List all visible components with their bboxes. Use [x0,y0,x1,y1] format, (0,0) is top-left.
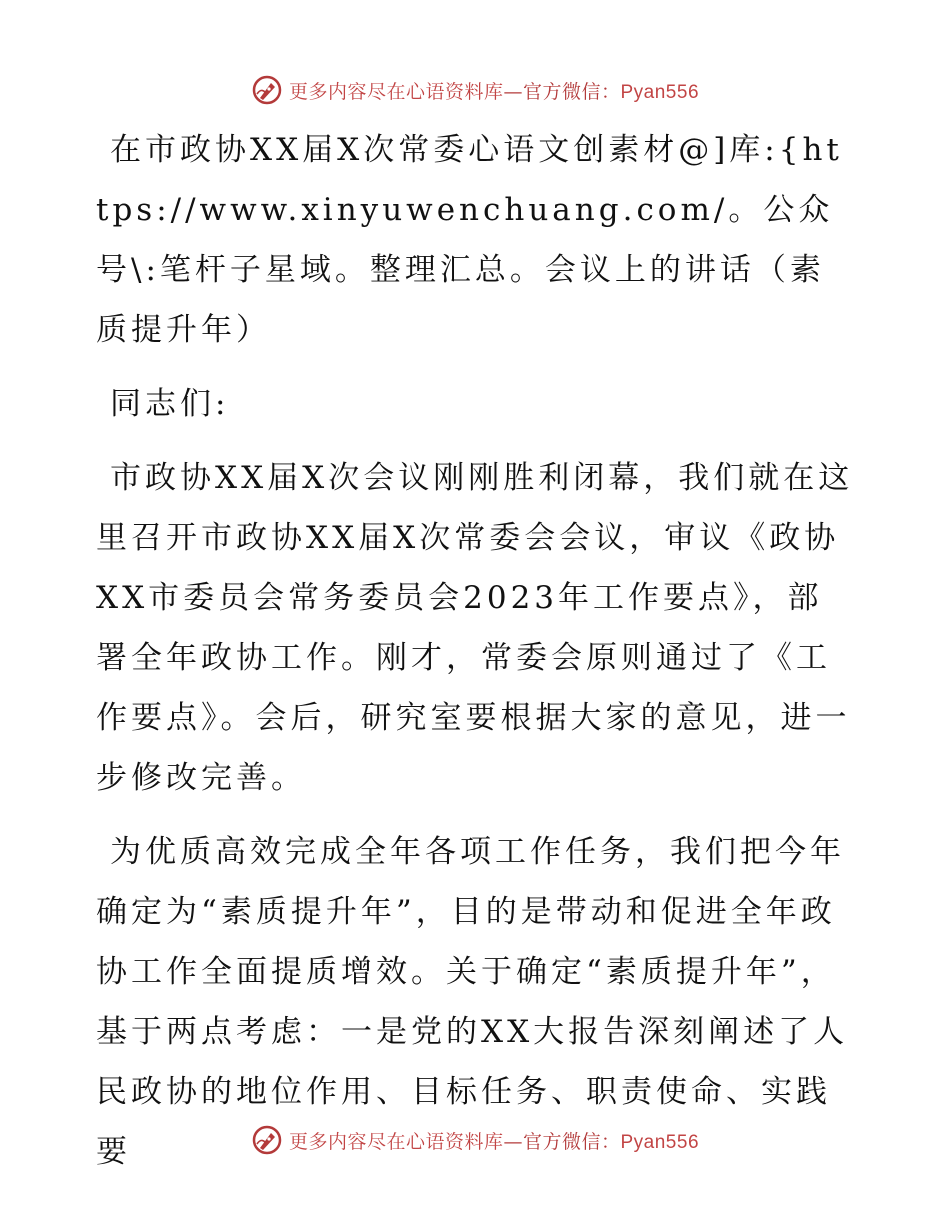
pen-nib-circle-icon [251,74,283,106]
body-paragraph: 市政协XX届X次会议刚刚胜利闭幕，我们就在这里召开市政协XX届X次常委会会议，审议《政协XX市委员会常务委员会2023年工作要点》，部署全年政协工作。刚才，常委会原则通过了《工作要点》。会后，研究室要根据大家的意见，进一步修改完善。 [96,460,854,796]
watermark-brand: 更多内容尽在心语资料库 [288,80,504,103]
document-body [96,120,856,1196]
watermark-separator: — [503,1130,523,1153]
salutation-paragraph: 同志们: [110,386,230,422]
watermark-id: Pyan556 [620,1131,700,1153]
watermark-separator: — [503,80,523,103]
watermark-brand: 更多内容尽在心语资料库 [288,1130,504,1153]
body-paragraph: 为优质高效完成全年各项工作任务，我们把今年确定为“素质提升年”，目的是带动和促进全年政协工作全面提质增效。关于确定“素质提升年”，基于两点考虑：一是党的XX大报告深刻阐述了人民政协的地位作用、目标任务、职责使命、实践要 [96,834,849,1170]
document-title-paragraph: 在市政协XX届X次常委心语文创素材@]库:{https://www.xinyuwenchuang.com/。公众号\:笔杆子星域。整理汇总。会议上的讲话（素质提升年） [96,132,843,348]
watermark-channel: 官方微信： [522,80,621,103]
footer-watermark [0,1120,950,1160]
watermark-id: Pyan556 [620,81,700,103]
watermark-text [289,1127,699,1154]
watermark-channel: 官方微信： [522,1130,621,1153]
watermark-text [289,77,699,104]
pen-nib-circle-icon [251,1124,283,1156]
header-watermark [0,70,950,110]
